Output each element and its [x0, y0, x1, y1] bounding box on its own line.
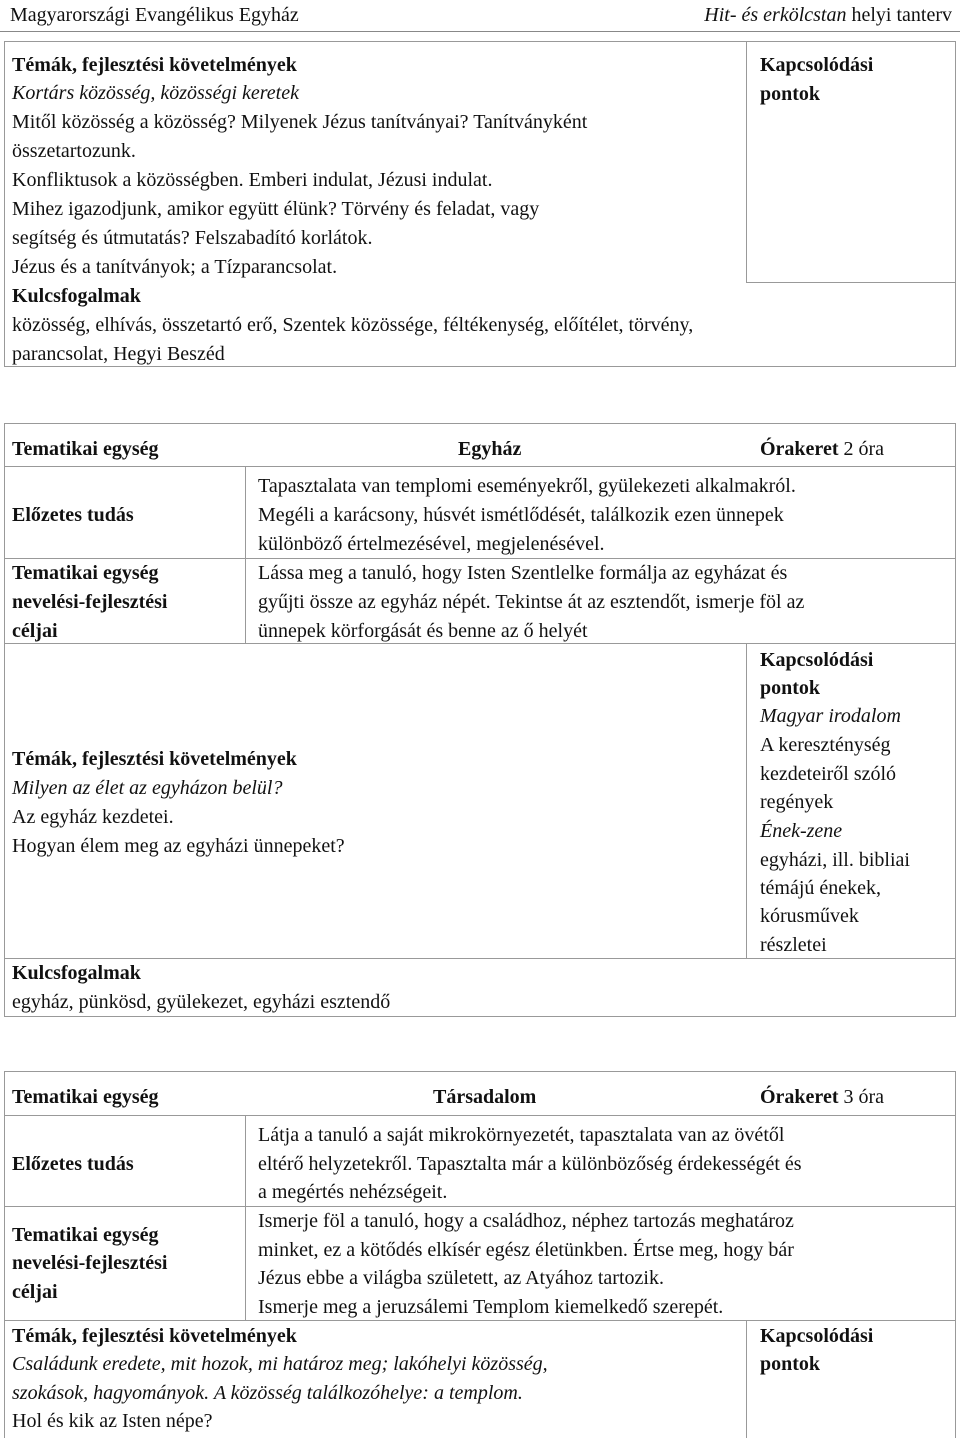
keywords-heading: Kulcsfogalmak [12, 285, 141, 307]
header-document-title [704, 1, 952, 30]
header-subject: Hit- és erkölcstan [704, 4, 847, 26]
topics-line: Hogyan élem meg az egyházi ünnepeket? [12, 835, 345, 857]
prior-knowledge-line: különböző értelmezésével, megjelenésével. [258, 533, 605, 555]
goals-label: nevelési-fejlesztési [12, 591, 168, 613]
goals-line: Ismerje meg a jeruzsálemi Templom kiemelkedő szerepét. [258, 1296, 724, 1318]
column-divider [746, 1320, 747, 1438]
related-heading: Kapcsolódási [760, 649, 874, 671]
prior-knowledge-label: Előzetes tudás [12, 504, 134, 526]
goals-line: ünnepek körforgását és benne az ő helyét [258, 620, 588, 642]
topics-subtitle: Milyen az élet az egyházon belül? [12, 777, 283, 799]
related-heading: Kapcsolódási [760, 54, 874, 76]
related-item: témájú énekek, [760, 877, 882, 899]
related-heading: pontok [760, 83, 821, 105]
prior-knowledge-line: Látja a tanuló a saját mikrokörnyezetét, tapasztalata van az övétől [258, 1124, 785, 1146]
column-divider [245, 466, 246, 644]
related-item: részletei [760, 934, 827, 956]
hours-label: Órakeret [760, 1086, 839, 1108]
prior-knowledge-line: a megértés nehézségeit. [258, 1181, 448, 1203]
row-divider [4, 466, 956, 467]
topics-line: Családunk eredete, mit hozok, mi határoz meg; lakóhelyi közösség, [12, 1353, 548, 1375]
topics-subtitle: Kortárs közösség, közösségi keretek [12, 82, 299, 104]
header-organization: Magyarországi Evangélikus Egyház [10, 4, 299, 26]
topics-line: Mitől közösség a közösség? Milyenek Jézus tanítványai? Tanítványként [12, 111, 588, 133]
unit-label: Tematikai egység [12, 438, 159, 460]
related-item: Ének-zene [760, 820, 843, 842]
related-item: kórusművek [760, 905, 859, 927]
keywords-heading: Kulcsfogalmak [12, 962, 141, 984]
related-item: kezdeteiről szóló [760, 763, 897, 785]
prior-knowledge-line: Tapasztalata van templomi eseményekről, gyülekezeti alkalmakról. [258, 475, 796, 497]
keywords-line: közösség, elhívás, összetartó erő, Szentek közössége, féltékenység, előítélet, törvény, [12, 314, 694, 336]
row-divider [746, 282, 956, 283]
prior-knowledge-line: eltérő helyzetekről. Tapasztalta már a különbözőség érdekességét és [258, 1153, 802, 1175]
hours-label: Órakeret [760, 438, 839, 460]
topics-line: Mihez igazodjunk, amikor együtt élünk? Törvény és feladat, vagy [12, 198, 540, 220]
goals-label: céljai [12, 620, 58, 642]
topics-heading: Témák, fejlesztési követelmények [12, 748, 297, 770]
topics-line: összetartozunk. [12, 140, 136, 162]
related-heading: pontok [760, 677, 821, 699]
topics-line: szokások, hagyományok. A közösség találkozóhelye: a templom. [12, 1382, 523, 1404]
topics-line: Az egyház kezdetei. [12, 806, 174, 828]
topics-heading: Témák, fejlesztési követelmények [12, 1325, 297, 1347]
related-heading: Kapcsolódási [760, 1325, 874, 1347]
header-curriculum: helyi tanterv [846, 4, 952, 26]
column-divider [245, 1115, 246, 1321]
related-item: A kereszténység [760, 734, 891, 756]
goals-line: Ismerje föl a tanuló, hogy a családhoz, néphez tartozás meghatároz [258, 1210, 794, 1232]
related-heading: pontok [760, 1353, 821, 1375]
header-divider [0, 31, 960, 32]
topics-line: Konfliktusok a közösségben. Emberi indulat, Jézusi indulat. [12, 169, 493, 191]
hours [760, 1083, 884, 1112]
topics-line: segítség és útmutatás? Felszabadító korlátok. [12, 227, 373, 249]
goals-label: Tematikai egység [12, 562, 159, 584]
column-divider [746, 643, 747, 959]
page-header [0, 0, 960, 32]
unit-title: Társadalom [433, 1086, 537, 1108]
related-item: egyházi, ill. bibliai [760, 849, 910, 871]
unit-title: Egyház [458, 438, 522, 460]
topics-heading: Témák, fejlesztési követelmények [12, 54, 297, 76]
prior-knowledge-label: Előzetes tudás [12, 1153, 134, 1175]
column-divider [746, 41, 747, 283]
goals-label: Tematikai egység [12, 1224, 159, 1246]
hours [760, 435, 884, 464]
goals-line: Jézus ebbe a világba született, az Atyához tartozik. [258, 1267, 664, 1289]
goals-label: nevelési-fejlesztési [12, 1252, 168, 1274]
keywords-line: egyház, pünkösd, gyülekezet, egyházi esztendő [12, 991, 391, 1013]
related-item: regények [760, 791, 834, 813]
goals-line: Lássa meg a tanuló, hogy Isten Szentlelke formálja az egyházat és [258, 562, 788, 584]
unit-label: Tematikai egység [12, 1086, 159, 1108]
topics-line: Hol és kik az Isten népe? [12, 1410, 213, 1432]
goals-line: minket, ez a kötődés elkísér egész életünkben. Értse meg, hogy bár [258, 1239, 794, 1261]
goals-line: gyűjti össze az egyház népét. Tekintse át az esztendőt, ismerje föl az [258, 591, 805, 613]
row-divider [4, 1115, 956, 1116]
hours-value: 3 óra [838, 1086, 885, 1108]
keywords-line: parancsolat, Hegyi Beszéd [12, 343, 225, 365]
related-item: Magyar irodalom [760, 705, 901, 727]
hours-value: 2 óra [838, 438, 885, 460]
topics-line: Jézus és a tanítványok; a Tízparancsolat. [12, 256, 338, 278]
goals-label: céljai [12, 1281, 58, 1303]
prior-knowledge-line: Megéli a karácsony, húsvét ismétlődését, találkozik ezen ünnepek [258, 504, 784, 526]
